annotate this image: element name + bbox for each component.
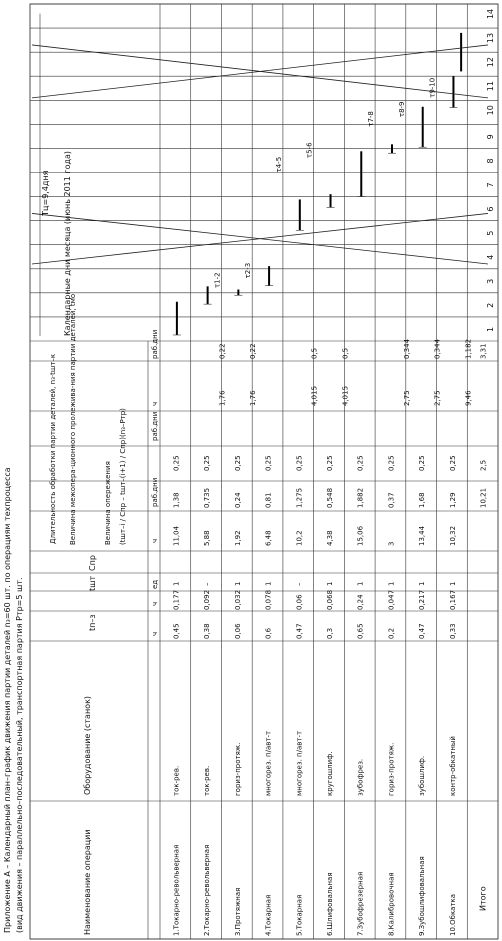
row-operation: 7.Зубофрезерная	[356, 871, 365, 936]
row-duration-h: 13,44	[418, 525, 427, 546]
row-operation: 8.Калибровочная	[387, 872, 396, 936]
row-duration-h: 6,48	[264, 530, 273, 546]
day-number: 14	[486, 8, 495, 20]
interval-label: τ7-8	[367, 111, 376, 127]
row-duration-h: 15,06	[356, 525, 365, 546]
unit-label: ч	[151, 538, 159, 543]
row-cpr: 1	[356, 581, 365, 586]
row-duration-d: 0,548	[326, 487, 334, 508]
day-number: 10	[486, 105, 495, 116]
unit-label: ч	[151, 631, 159, 636]
unit-label: ч	[151, 401, 159, 406]
row-duration-h: 5,88	[203, 530, 212, 546]
row-cpr: 1	[387, 581, 396, 586]
day-number: 1	[486, 326, 495, 332]
row-interop: 0,25	[326, 455, 334, 471]
row-tsht: 0,177	[172, 589, 181, 610]
row-duration-d: 0,81	[264, 492, 273, 508]
row-equipment: многорез. п/авт-т	[295, 730, 304, 796]
day-number: 7	[486, 182, 495, 188]
row-interop: 0,25	[233, 455, 242, 471]
row-operation: 4.Токарная	[264, 894, 273, 936]
header-op-name: Наименование операции	[83, 829, 92, 935]
row-duration-h: 10,2	[295, 530, 304, 546]
row-tsht: 0,24	[356, 594, 365, 610]
row-duration-d: 0,24	[233, 492, 242, 508]
row-lead-d: 0,344	[402, 338, 411, 359]
row-interop: 0,25	[418, 455, 427, 471]
row-duration-d: 1,38	[172, 492, 181, 508]
row-cpr: 1	[172, 581, 181, 586]
row-tpz: 0,3	[326, 627, 334, 639]
row-equipment: ток-рев.	[203, 765, 212, 796]
row-tpz: 0,38	[203, 623, 212, 639]
total-interop: 2,5	[479, 459, 488, 471]
row-tpz: 0,47	[295, 623, 304, 639]
row-duration-h: 11,04	[172, 525, 181, 546]
row-lead-d: 1,182	[464, 338, 473, 359]
row-lead-h: 4,015	[341, 385, 350, 406]
interval-label: τ8-9	[397, 101, 406, 118]
row-lead-h: 1,76	[249, 390, 258, 406]
row-equipment: кругошлиф.	[326, 751, 334, 796]
day-number: 11	[486, 81, 495, 92]
row-tsht: 0,068	[326, 589, 334, 610]
row-duration-d: 0,735	[203, 487, 212, 508]
day-number: 4	[486, 254, 495, 260]
gantt-chart	[32, 14, 488, 337]
row-duration-d: 1,68	[418, 492, 427, 508]
row-tpz: 0,65	[356, 623, 365, 639]
row-duration-d: 1,275	[295, 487, 304, 508]
row-tsht: 0,092	[203, 589, 212, 610]
units-row	[151, 330, 159, 636]
row-tpz: 0,06	[233, 623, 242, 639]
row-tsht: 0,078	[264, 589, 273, 610]
day-number: 12	[486, 56, 495, 68]
day-number: 13	[486, 32, 495, 44]
row-equipment: многорез. п/авт-т	[264, 730, 273, 796]
row-equipment: гориз-протяж.	[233, 742, 242, 796]
row-interop: 0,25	[295, 455, 304, 471]
row-lead-h: 9,46	[464, 390, 473, 406]
row-lead-h: 2,75	[433, 390, 442, 406]
row-equipment: контр-обкатный	[448, 736, 457, 796]
header-equipment: Оборудование (станок)	[83, 695, 92, 795]
row-lead-h: 2,75	[402, 390, 411, 406]
row-tsht: 0,047	[387, 589, 396, 610]
title-line-2: (вид движения – параллельно–последовательный, транспортная партия Pтр=5 шт.	[15, 577, 24, 933]
row-interop: 0,25	[203, 455, 212, 471]
row-operation: 2.Токарно-револьверная	[203, 844, 212, 936]
title-line-1: Приложение А – Календарный план–график движения партии деталей n₃=60 шт. по операциям техпроцесса	[3, 467, 12, 933]
header-calendar: Календарные дни месяца (июнь 2011 года)	[63, 150, 72, 336]
header-lead-formula: (tшт–i / Cпр – tшт–(i+1) / Cпр)(n₃–Pтр)	[119, 408, 127, 545]
unit-label: раб.дни	[151, 329, 159, 359]
row-tpz: 0,33	[448, 623, 457, 639]
row-lead-d: 0,22	[218, 343, 227, 359]
row-cpr: 1	[233, 581, 242, 586]
day-number: 3	[486, 278, 495, 284]
unit-label: раб.дни	[151, 411, 159, 441]
day-number: 6	[486, 206, 495, 212]
row-interop: 0,25	[356, 455, 365, 471]
row-interop: 0,25	[387, 455, 396, 471]
row-tpz: 0,6	[264, 627, 273, 639]
row-interop: 0,25	[264, 455, 273, 471]
row-operation: 1.Токарно-револьверная	[172, 844, 181, 936]
day-number: 9	[486, 134, 495, 140]
header-tpz: tп–з	[88, 614, 97, 631]
row-tsht: 0,167	[448, 589, 457, 610]
interval-label: τ1-2	[213, 272, 222, 289]
row-tsht: 0,032	[233, 589, 242, 610]
row-lead-d: 0,22	[249, 343, 258, 359]
row-operation: 5.Токарная	[295, 894, 304, 936]
row-cpr: 1	[326, 581, 334, 586]
row-equipment: зубошлиф.	[418, 755, 427, 796]
row-lead-d: 0,5	[310, 347, 319, 359]
row-cpr: 1	[448, 581, 457, 586]
header-duration: Длительность обработки партии деталей, n₃·tшт–к	[49, 353, 57, 544]
header-cpr: Спр	[88, 555, 97, 571]
row-tpz: 0,47	[418, 623, 427, 639]
row-lead-d: 0,5	[341, 347, 350, 359]
header-tsht: tшт	[88, 575, 97, 591]
row-equipment: гориз-протяж.	[387, 742, 396, 796]
row-lead-h: 1,76	[218, 390, 227, 406]
row-cpr: –	[203, 582, 212, 586]
unit-label: ед	[151, 579, 159, 589]
row-interop: 0,25	[172, 455, 181, 471]
row-duration-h: 3	[387, 541, 396, 546]
row-lead-h: 4,015	[310, 385, 319, 406]
day-number: 8	[486, 158, 495, 164]
row-cpr: 1	[418, 581, 427, 586]
row-equipment: ток-рев.	[172, 765, 181, 796]
interval-label: τ2-3	[244, 262, 253, 279]
interval-label: τ9-10	[428, 77, 437, 98]
row-duration-h: 1,92	[233, 530, 242, 546]
interval-label: τ5-6	[305, 142, 314, 159]
row-tsht: 0,06	[295, 594, 304, 610]
row-duration-d: 1,882	[356, 487, 365, 508]
row-lead-d: 0,344	[433, 338, 442, 359]
row-operation: 6.Шлифовальная	[326, 872, 334, 936]
row-duration-d: 1,29	[448, 492, 457, 508]
day-number: 5	[486, 230, 495, 236]
row-equipment: зубофрез.	[356, 758, 365, 796]
total-duration: 10,21	[479, 487, 488, 508]
interval-label: τ4-5	[274, 156, 283, 173]
row-operation: 10.Обкатка	[448, 893, 457, 936]
header-interop: Величина межопера-ционного пролежива-ния партии деталей, tмо	[69, 293, 77, 545]
day-number: 2	[486, 302, 495, 308]
cycle-time-label: Tц=9,4дня	[41, 170, 50, 216]
row-operation: 3.Протяжная	[233, 887, 242, 936]
total-label: Итого	[478, 886, 488, 911]
calendar-days	[486, 9, 495, 332]
row-tsht: 0,217	[418, 589, 427, 610]
header-lead: Величина опережения	[104, 461, 112, 545]
row-duration-h: 10,32	[448, 525, 457, 546]
row-duration-h: 4,38	[326, 530, 334, 546]
row-tpz: 0,45	[172, 623, 181, 639]
unit-label: ч	[151, 601, 159, 606]
row-duration-d: 0,37	[387, 492, 396, 508]
row-cpr: –	[295, 582, 304, 586]
row-tpz: 0,2	[387, 627, 396, 639]
total-lead: 3,31	[479, 343, 488, 359]
row-interop: 0,25	[448, 455, 457, 471]
table-rows	[172, 338, 487, 936]
row-cpr: 1	[264, 581, 273, 586]
unit-label: раб.дни	[151, 477, 159, 507]
row-operation: 9.Зубошлифовальная	[418, 856, 427, 936]
